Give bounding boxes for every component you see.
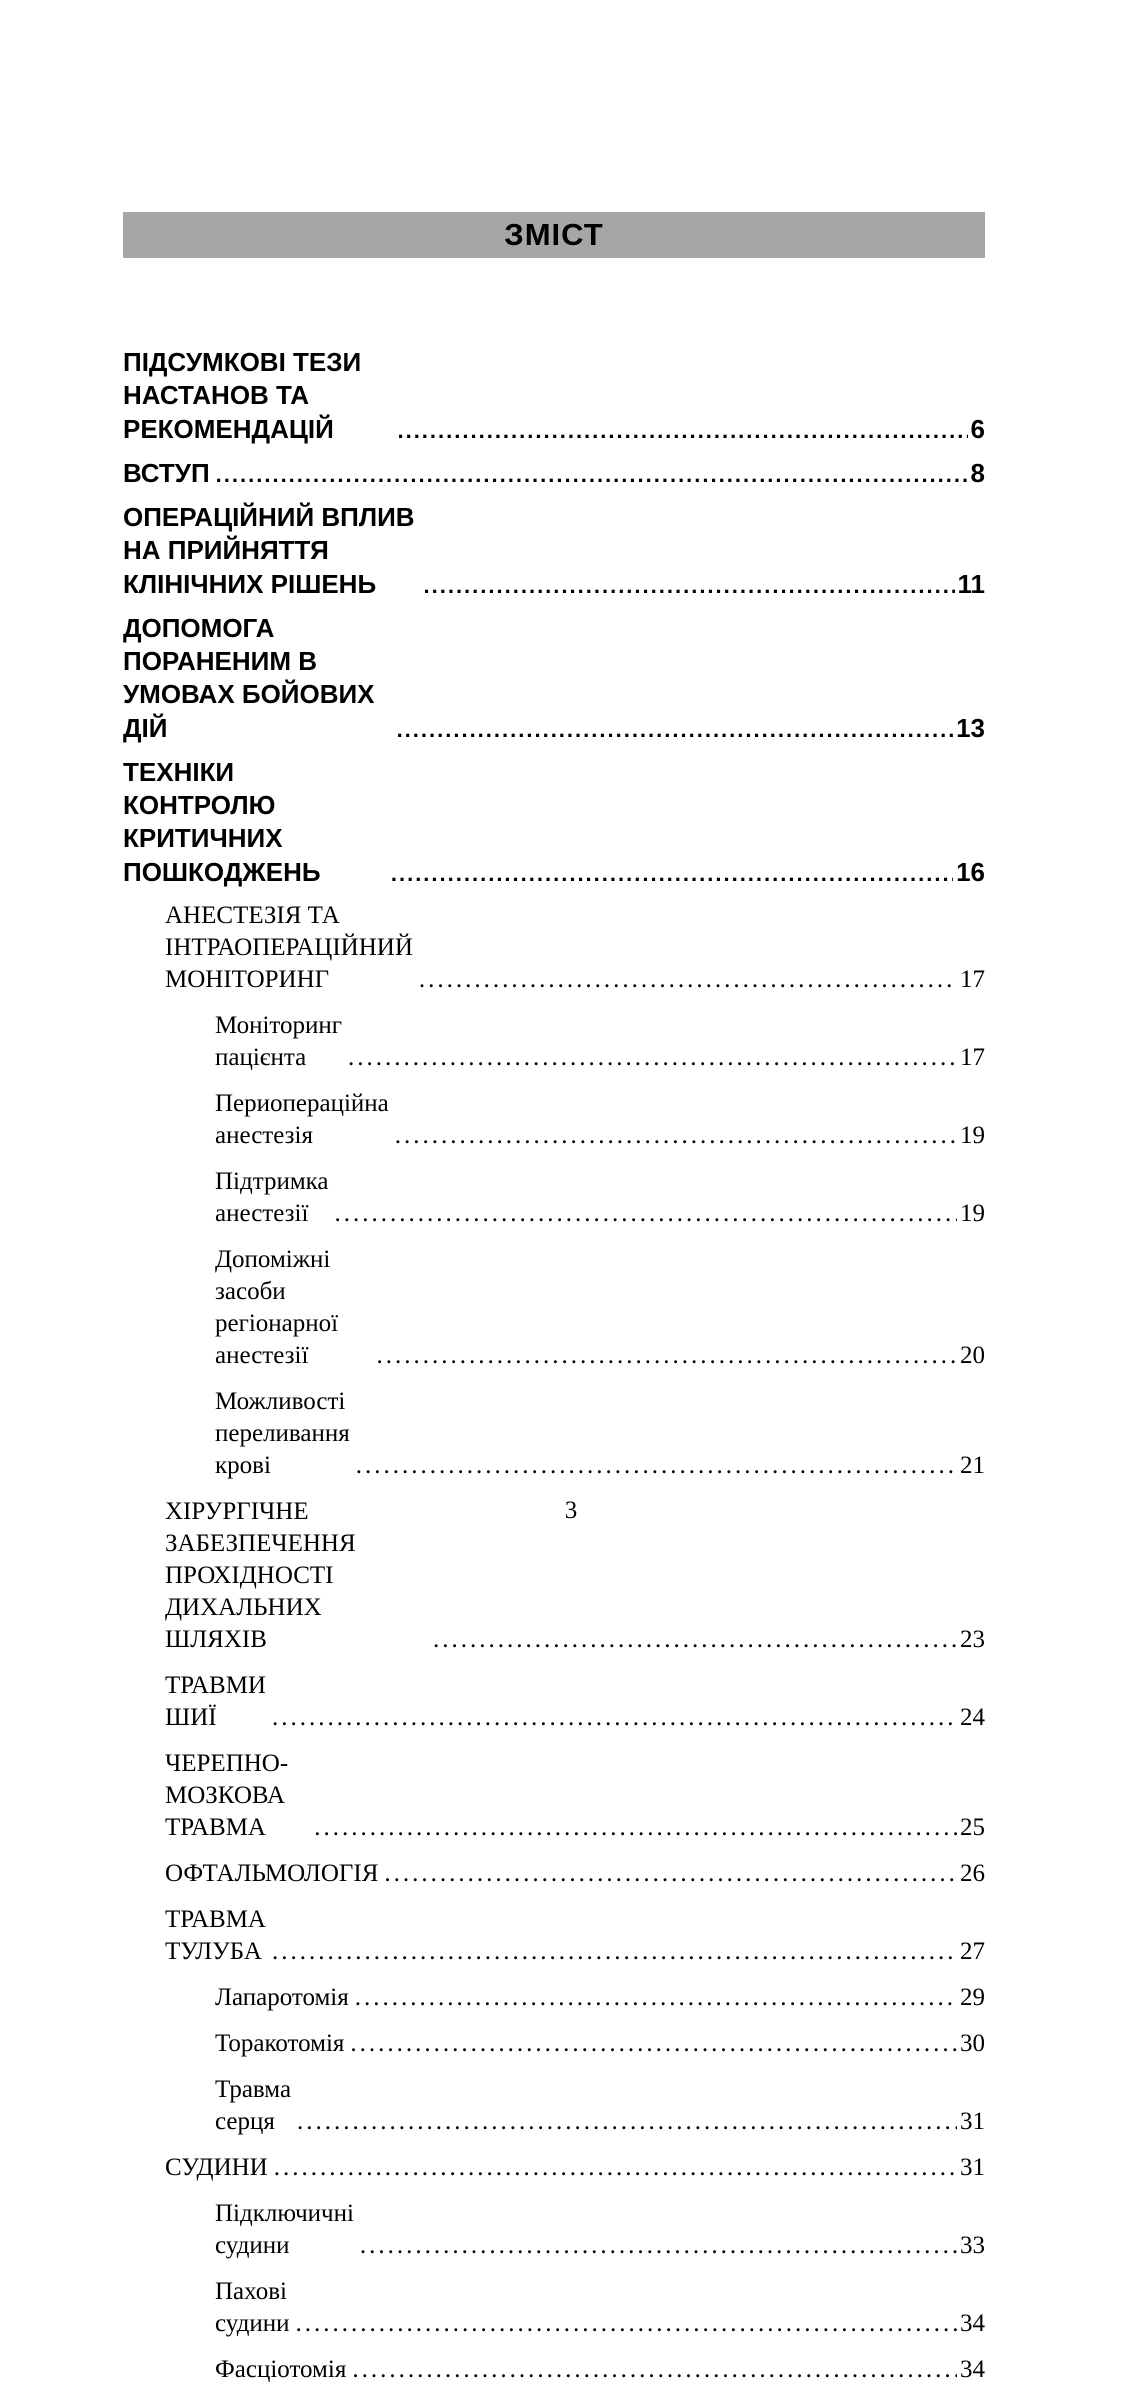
toc-entry-page: 29 [960, 1983, 985, 2011]
toc-entry [123, 501, 985, 601]
toc-dot-leader [391, 856, 953, 889]
toc-entry [123, 457, 985, 490]
toc-entry [123, 2028, 985, 2060]
toc-entry-page: 19 [960, 1121, 985, 1149]
toc-entry-page: 31 [960, 2153, 985, 2181]
toc-entry-label: ВСТУП [123, 457, 210, 488]
toc-dot-leader [350, 2028, 957, 2060]
toc-entry [123, 900, 985, 996]
toc-dot-leader [335, 1198, 957, 1230]
toc-entry-page: 17 [960, 1043, 985, 1071]
toc-entry-label: СУДИНИ [165, 2153, 268, 2181]
toc-entry-page: 13 [956, 712, 985, 743]
toc-entry-label: ОФТАЛЬМОЛОГІЯ [165, 1859, 379, 1887]
toc-entry-label: Можливості переливання крові [215, 1387, 350, 1479]
toc-entry-label: Підключичні судини [215, 2199, 354, 2259]
toc-entry-page: 25 [960, 1813, 985, 1841]
toc-entry-page: 33 [960, 2231, 985, 2259]
toc-dot-leader [397, 712, 954, 745]
toc-entry-label: Периопераційна анестезія [215, 1089, 389, 1149]
toc-entry-label: Моніторинг пацієнта [215, 1011, 343, 1071]
toc-entry-page: 21 [960, 1451, 985, 1479]
toc-dot-leader [314, 1812, 957, 1844]
toc-entry-page: 6 [970, 413, 985, 444]
toc-dot-leader [352, 2354, 957, 2386]
toc-dot-leader [355, 1982, 957, 2014]
toc-entry-page: 34 [960, 2355, 985, 2383]
toc-entry [123, 1904, 985, 1968]
toc-entry-page: 30 [960, 2029, 985, 2057]
toc-list [123, 346, 985, 2386]
page-number: 3 [564, 1497, 578, 1524]
toc-dot-leader [274, 2152, 957, 2184]
toc-entry [123, 1982, 985, 2014]
toc-entry [123, 1670, 985, 1734]
toc-dot-leader [419, 964, 957, 996]
toc-entry-page: 24 [960, 1703, 985, 1731]
toc-entry [123, 1166, 985, 1230]
toc-entry-label: ЧЕРЕПНО-МОЗКОВА ТРАВМА [165, 1749, 289, 1841]
toc-entry [123, 1386, 985, 1482]
toc-entry [123, 612, 985, 745]
toc-dot-leader [348, 1042, 957, 1074]
toc-entry-label: Допоміжні засоби регіонарної анестезії [215, 1245, 339, 1369]
toc-entry-label: Підтримка анестезії [215, 1167, 329, 1227]
toc-entry-page: 17 [960, 965, 985, 993]
toc-entry-label: Фасціотомія [215, 2355, 347, 2383]
toc-entry-page: 11 [957, 568, 985, 599]
toc-entry-page: 8 [970, 457, 985, 488]
toc-entry-label: Травма серця [215, 2075, 292, 2135]
toc-dot-leader [397, 413, 967, 446]
toc-dot-leader [296, 2308, 957, 2340]
toc-entry-page: 27 [960, 1937, 985, 1965]
toc-entry [123, 1010, 985, 1074]
toc-dot-leader [433, 1624, 957, 1656]
toc-entry [123, 756, 985, 889]
toc-entry-page: 20 [960, 1341, 985, 1369]
toc-entry-label: ТЕХНІКИ КОНТРОЛЮ КРИТИЧНИХ ПОШКОДЖЕНЬ [123, 756, 321, 887]
toc-entry-label: ОПЕРАЦІЙНИЙ ВПЛИВ НА ПРИЙНЯТТЯ КЛІНІЧНИХ РІШЕНЬ [123, 502, 415, 599]
toc-dot-leader [395, 1120, 957, 1152]
toc-entry [123, 2074, 985, 2138]
toc-entry-label: Лапаротомія [215, 1983, 349, 2011]
toc-entry [123, 2152, 985, 2184]
toc-entry-page: 26 [960, 1859, 985, 1887]
toc-dot-leader [297, 2106, 957, 2138]
toc-header-bar [123, 212, 985, 258]
toc-entry [123, 346, 985, 446]
toc-entry [123, 1088, 985, 1152]
toc-entry-label: ХІРУРГІЧНЕ ЗАБЕЗПЕЧЕННЯ ПРОХІДНОСТІ ДИХАЛЬНИХ ШЛЯХІВ [165, 1497, 356, 1653]
toc-dot-leader [216, 457, 968, 490]
page-title: ЗМІСТ [504, 217, 604, 252]
toc-entry-label: Торакотомія [215, 2029, 345, 2057]
toc-dot-leader [384, 1858, 957, 1890]
toc-entry [123, 1858, 985, 1890]
toc-entry-page: 23 [960, 1625, 985, 1653]
toc-entry-label: ТРАВМИ ШИЇ [165, 1671, 266, 1731]
toc-entry-page: 16 [956, 856, 985, 887]
toc-dot-leader [272, 1702, 957, 1734]
toc-entry-label: ТРАВМА ТУЛУБА [165, 1905, 266, 1965]
toc-entry [123, 1748, 985, 1844]
toc-dot-leader [360, 2230, 957, 2262]
toc-entry [123, 2276, 985, 2340]
toc-entry-label: ПІДСУМКОВІ ТЕЗИ НАСТАНОВ ТА РЕКОМЕНДАЦІЙ [123, 347, 362, 444]
toc-dot-leader [424, 568, 955, 601]
toc-entry-page: 34 [960, 2309, 985, 2337]
toc-entry [123, 1244, 985, 1372]
toc-entry-page: 31 [960, 2107, 985, 2135]
toc-entry [123, 2198, 985, 2262]
toc-dot-leader [377, 1340, 958, 1372]
toc-entry [123, 2354, 985, 2386]
toc-entry-label: Пахові судини [215, 2277, 290, 2337]
toc-dot-leader [356, 1450, 957, 1482]
toc-entry-label: АНЕСТЕЗІЯ ТА ІНТРАОПЕРАЦІЙНИЙ МОНІТОРИНГ [165, 901, 413, 993]
toc-dot-leader [272, 1936, 957, 1968]
toc-entry-page: 19 [960, 1199, 985, 1227]
toc-entry-label: ДОПОМОГА ПОРАНЕНИМ В УМОВАХ БОЙОВИХ ДІЙ [123, 612, 375, 743]
